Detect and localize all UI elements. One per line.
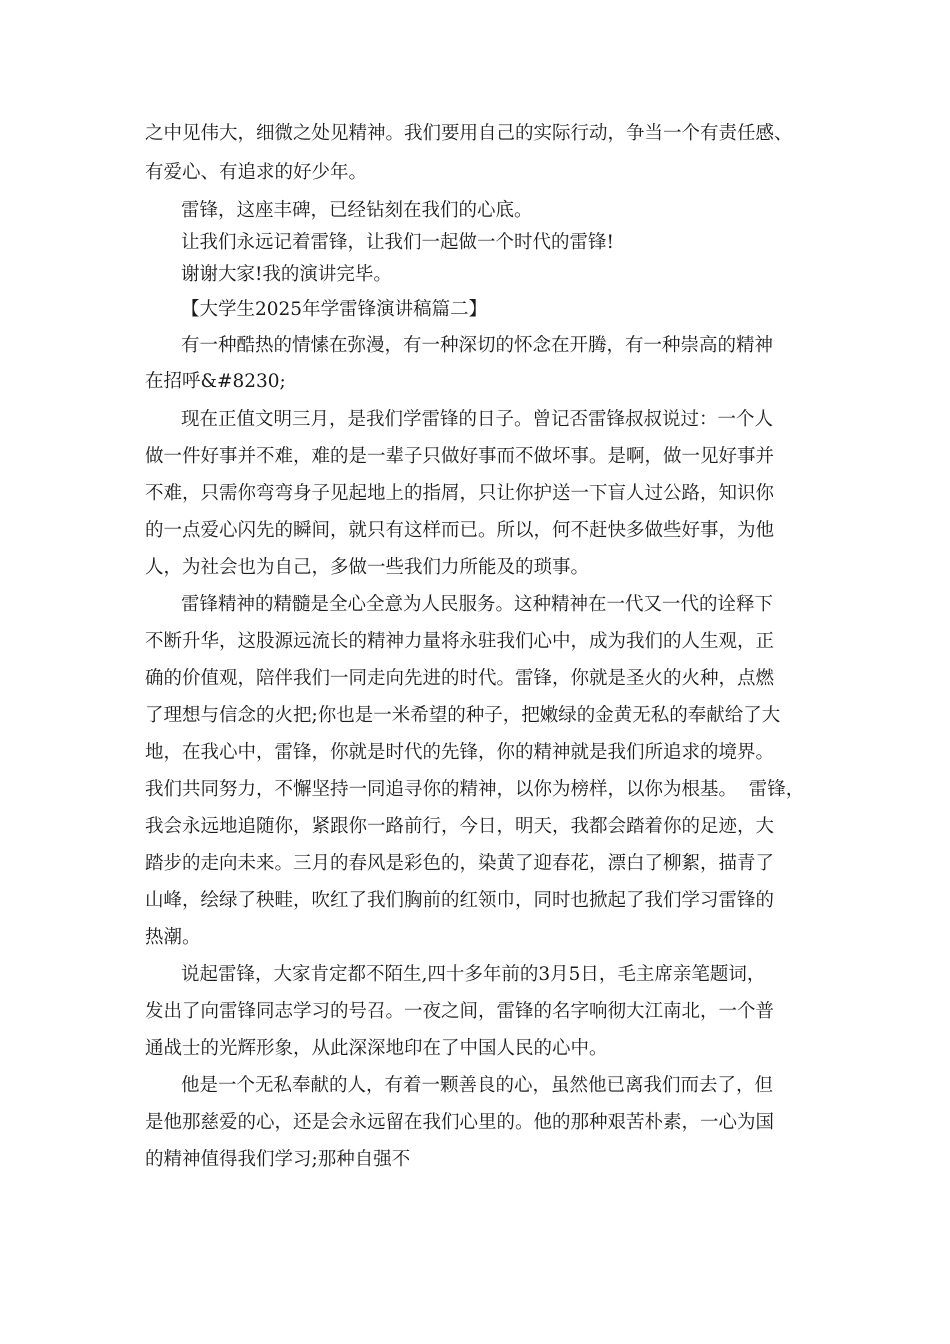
paragraph-line: 在招呼&#8230; [145,371,286,392]
paragraph-line: 他是一个无私奉献的人，有着一颗善良的心，虽然他已离我们而去了，但 [181,1075,774,1096]
paragraph-line: 踏步的走向未来。三月的春风是彩色的，染黄了迎春花，漂白了柳絮，描青了 [145,853,775,874]
paragraph-line: 雷锋，这座丰碑，已经钻刻在我们的心底。 [181,200,533,221]
paragraph-line: 说起雷锋，大家肯定都不陌生,四十多年前的3月5日，毛主席亲笔题词， [181,964,766,985]
paragraph-line: 的一点爱心闪先的瞬间，就只有这样而已。所以，何不赶快多做些好事，为他 [145,520,775,541]
paragraph-line: 让我们永远记着雷锋，让我们一起做一个时代的雷锋! [181,232,614,253]
paragraph-line: 热潮。 [145,927,201,948]
paragraph-line: 地，在我心中，雷锋，你就是时代的先锋，你的精神就是我们所追求的境界。 [145,742,775,763]
paragraph-line: 不断升华，这股源远流长的精神力量将永驻我们心中，成为我们的人生观，正 [145,631,775,652]
paragraph-line: 谢谢大家!我的演讲完毕。 [181,264,392,285]
paragraph-line: 不难，只需你弯弯身子见起地上的指屑，只让你护送一下盲人过公路，知识你 [145,483,775,504]
paragraph-line: 通战士的光辉形象，从此深深地印在了中国人民的心中。 [145,1038,608,1059]
paragraph-line: 发出了向雷锋同志学习的号召。一夜之间，雷锋的名字响彻大江南北，一个普 [145,1001,775,1022]
paragraph-line: 人，为社会也为自己，多做一些我们力所能及的琐事。 [145,557,590,578]
paragraph-line: 山峰，绘绿了秧畦，吹红了我们胸前的红领巾，同时也掀起了我们学习雷锋的 [145,890,775,911]
paragraph-line: 有爱心、有追求的好少年。 [145,162,368,183]
paragraph-line: 雷锋精神的精髓是全心全意为人民服务。这种精神在一代又一代的诠释下 [181,594,774,615]
section-heading: 【大学生2025年学雷锋演讲稿篇二】 [181,299,488,320]
paragraph-line: 确的价值观，陪伴我们一同走向先进的时代。雷锋，你就是圣火的火种，点燃 [145,668,775,689]
paragraph-line: 了理想与信念的火把;你也是一米希望的种子，把嫩绿的金黄无私的奉献给了大 [145,705,781,726]
paragraph-line: 是他那慈爱的心，还是会永远留在我们心里的。他的那种艰苦朴素，一心为国 [145,1112,775,1133]
paragraph-line: 现在正值文明三月，是我们学雷锋的日子。曾记否雷锋叔叔说过：一个人 [181,409,774,430]
paragraph-line: 做一件好事并不难，难的是一辈子只做好事而不做坏事。是啊，做一见好事并 [145,446,775,467]
paragraph-line: 我们共同努力，不懈坚持一同追寻你的精神，以你为榜样，以你为根基。 雷锋， [145,779,805,800]
paragraph-line: 我会永远地追随你，紧跟你一路前行，今日，明天，我都会踏着你的足迹，大 [145,816,775,837]
paragraph-line: 之中见伟大，细微之处见精神。我们要用自己的实际行动，争当一个有责任感、 [145,123,793,144]
paragraph-line: 的精神值得我们学习;那种自强不 [145,1149,411,1170]
paragraph-line: 有一种酷热的情愫在弥漫，有一种深切的怀念在开腾，有一种崇高的精神 [181,335,774,356]
